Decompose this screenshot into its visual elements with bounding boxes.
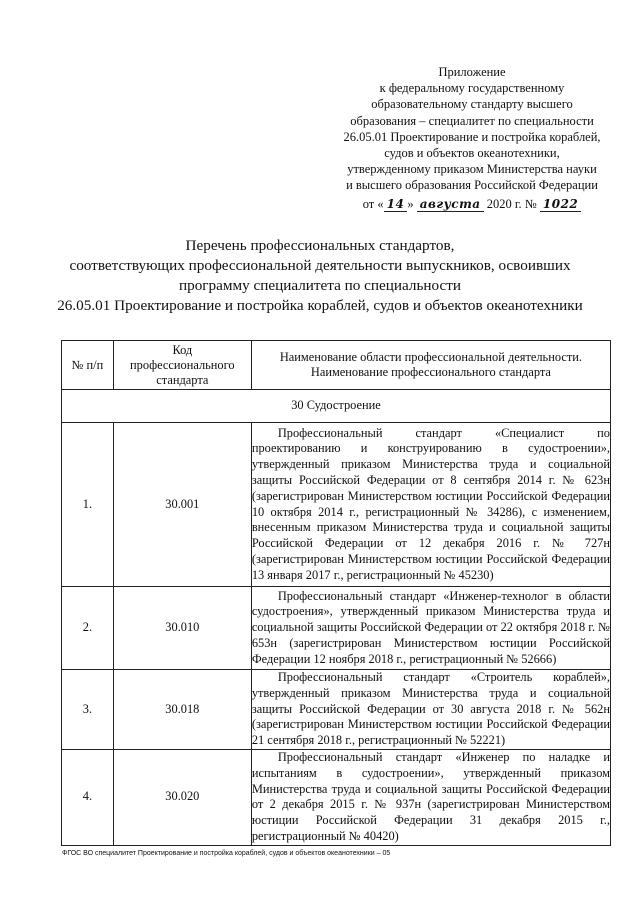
title-line: 26.05.01 Проектирование и постройка кораблей, судов и объектов океанотехники [57,297,583,314]
title-line: соответствующих профессиональной деятельности выпускников, освоивших [69,257,571,274]
row-code: 30.020 [113,749,251,845]
date-prefix: от « [362,196,384,211]
standards-table [61,340,611,846]
header-code-text: Код профессионального стандарта [130,342,235,387]
section-row [62,390,611,423]
row-number: 3. [62,670,114,750]
table-row [62,670,611,750]
date-year: 2020 г. № [483,196,540,211]
header-name [251,341,610,390]
row-number: 2. [62,587,114,670]
header-code [113,341,251,390]
row-code: 30.010 [113,587,251,670]
row-code: 30.018 [113,670,251,750]
header-name-line2: Наименование профессионального стандарта [310,365,551,379]
annex-date-line [320,196,624,212]
row-description-text: Профессиональный стандарт «Специалист по проектированию и конструированию в судостроении», утвержденный приказом Министерства труда и социальной защиты Российской Федерации от 8 сентября 2014 г. № 623н (зарегистрирован Министерством юстиции Российской Федерации 10 октября 2014 г., регистрационный № 34286), с изменением, внесенным приказом Министерства труда и социальной защиты Российской Федерации от 12 декабря 2016 г. № 727н (зарегистрирован Министерством юстиции Российской Федерации 13 января 2017 г., регистрационный № 45230) [251,425,610,582]
row-description [251,670,610,750]
row-number: 4. [62,749,114,845]
row-number: 1. [62,423,114,587]
page-footer: ФГОС ВО специалитет Проектирование и постройка кораблей, судов и объектов океанотехники – 05 [62,850,391,857]
annex-line: утвержденному приказом Министерства науки [347,162,597,177]
title-line: программу специалитета по специальности [178,277,462,294]
row-description [251,749,610,845]
date-month-handwritten: августа [417,198,484,212]
row-description-text: Профессиональный стандарт «Строитель кораблей», утвержденный приказом Министерства труда и социальной защиты Российской Федерации от 30 августа 2018 г. № 562н (зарегистрирован Министерством юстиции Российской Федерации 21 сентября 2018 г., регистрационный № 52221) [251,670,610,748]
document-title [30,236,610,316]
table-row [62,749,611,845]
title-line: Перечень профессиональных стандартов, [185,237,455,254]
annex-line: 26.05.01 Проектирование и постройка кораблей, [343,129,601,144]
table-row [62,423,611,587]
annex-block [320,64,624,212]
order-number-handwritten: 1022 [540,198,581,212]
annex-line: Приложение [438,65,506,79]
table-row [62,587,611,670]
annex-line: к федеральному государственному [379,81,565,96]
table-header-row [62,341,611,390]
row-description-text: Профессиональный стандарт «Инженер по наладке и испытаниям в судостроении», утвержденный приказом Министерства труда и социальной защиты Российской Федерации от 2 декабря 2015 г. № 937н (зарегистрирован Министерством юстиции Российской Федерации 31 декабря 2015 г., регистрационный № 40420) [251,749,610,843]
annex-line: судов и объектов океанотехники, [384,146,560,161]
header-num: № п/п [62,341,114,390]
row-description [251,587,610,670]
row-code: 30.001 [113,423,251,587]
row-description-text: Профессиональный стандарт «Инженер-технолог в области судостроения», утвержденный приказом Министерства труда и социальной защиты Российской Федерации от 22 октября 2018 г. № 653н (зарегистрирован Министерством юстиции Российской Федерации 12 ноября 2018 г., регистрационный № 52666) [251,588,610,666]
annex-line: образовательному стандарту высшего [371,97,573,112]
annex-line: образования – специалитет по специальности [350,113,594,128]
header-name-line1: Наименование области профессиональной деятельности. [279,350,582,364]
annex-line: и высшего образования Российской Федерации [346,178,598,193]
date-mid: » [407,196,417,211]
row-description [251,423,610,587]
section-title: 30 Судостроение [62,390,611,423]
date-day-handwritten: 14 [384,198,408,212]
